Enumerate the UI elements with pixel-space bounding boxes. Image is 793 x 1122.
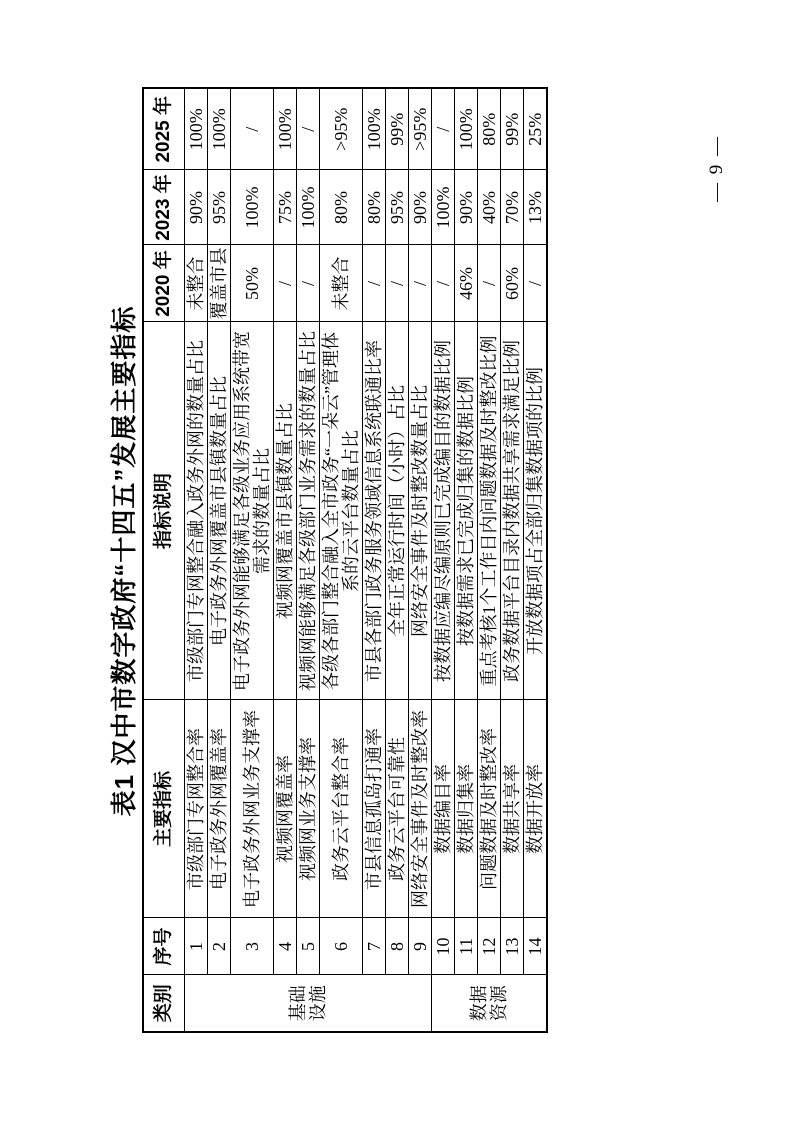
cell-index: 6 — [320, 918, 363, 975]
cell-indicator: 电子政务外网业务支撑率 — [231, 700, 274, 918]
cell-2020-value: / — [432, 245, 455, 322]
cell-index: 4 — [274, 918, 297, 975]
indicators-table — [142, 87, 548, 1033]
cell-2020-value: / — [274, 245, 297, 322]
header-year-2020: 2020 年 — [143, 245, 185, 322]
cell-index: 3 — [231, 918, 274, 975]
cell-2025-value: 99% — [501, 88, 524, 170]
cell-index: 2 — [208, 918, 231, 975]
cell-2020-value: / — [478, 245, 501, 322]
header-year-2025: 2025 年 — [143, 88, 185, 170]
cell-indicator: 数据开放率 — [524, 700, 548, 918]
cell-2025-value: / — [432, 88, 455, 170]
cell-index: 5 — [297, 918, 320, 975]
cell-2025-value: 99% — [386, 88, 409, 170]
table-row — [363, 88, 386, 1032]
cell-2020-value: 未整合 — [185, 245, 208, 322]
header-index: 序号 — [143, 918, 185, 975]
cell-description: 市级部门专网整合融入政务外网的数量占比 — [185, 322, 208, 700]
cell-index: 10 — [432, 918, 455, 975]
cell-2025-value: 100% — [274, 88, 297, 170]
table-row — [524, 88, 548, 1032]
header-description: 指标说明 — [143, 322, 185, 700]
cell-index: 8 — [386, 918, 409, 975]
cell-indicator: 数据归集率 — [455, 700, 478, 918]
cell-description: 政务数据平台目录内数据共享需求满足比例 — [501, 322, 524, 700]
table-header — [143, 88, 185, 1032]
cell-2020-value: 60% — [501, 245, 524, 322]
cell-index: 13 — [501, 918, 524, 975]
cell-2025-value: / — [231, 88, 274, 170]
cell-category-group: 数据资源 — [432, 975, 548, 1032]
cell-description: 按数据应编尽编原则已完成编目的数据比例 — [432, 322, 455, 700]
cell-2020-value: 50% — [231, 245, 274, 322]
table-row — [185, 88, 208, 1032]
cell-2023-value: 95% — [208, 170, 231, 245]
cell-indicator: 数据共享率 — [501, 700, 524, 918]
cell-2025-value: 100% — [185, 88, 208, 170]
cell-description: 视频网能够满足各级部门业务需求的数量占比 — [297, 322, 320, 700]
cell-2025-value: >95% — [409, 88, 432, 170]
cell-2025-value: >95% — [320, 88, 363, 170]
table-row — [320, 88, 363, 1032]
cell-2023-value: 100% — [432, 170, 455, 245]
cell-indicator: 数据编目率 — [432, 700, 455, 918]
table-row — [386, 88, 409, 1032]
cell-2020-value: / — [297, 245, 320, 322]
table-row — [297, 88, 320, 1032]
cell-description: 电子政务外网能够满足各级业务应用系统带宽需求的数量占比 — [231, 322, 274, 700]
table-row — [409, 88, 432, 1032]
cell-description: 开放数据项占全部归集数据项的比例 — [524, 322, 548, 700]
table-row — [231, 88, 274, 1032]
cell-indicator: 市级部门专网整合率 — [185, 700, 208, 918]
cell-2020-value: / — [363, 245, 386, 322]
cell-2023-value: 90% — [455, 170, 478, 245]
cell-description: 各级各部门整合融入全市政务“一朵云”管理体系的云平台数量占比 — [320, 322, 363, 700]
cell-2025-value: 100% — [208, 88, 231, 170]
cell-2023-value: 100% — [297, 170, 320, 245]
cell-category-group: 基础设施 — [185, 975, 432, 1032]
cell-index: 7 — [363, 918, 386, 975]
table-title: 表1 汉中市数字政府“十四五”发展主要指标 — [109, 305, 139, 817]
cell-2025-value: 100% — [455, 88, 478, 170]
cell-2025-value: 80% — [478, 88, 501, 170]
cell-description: 视频网覆盖市县镇数量占比 — [274, 322, 297, 700]
cell-2023-value: 75% — [274, 170, 297, 245]
table-row — [208, 88, 231, 1032]
cell-2025-value: / — [297, 88, 320, 170]
cell-2020-value: 未整合 — [320, 245, 363, 322]
cell-indicator: 市县信息孤岛打通率 — [363, 700, 386, 918]
cell-2023-value: 80% — [320, 170, 363, 245]
cell-description: 按数据需求已完成归集的数据比例 — [455, 322, 478, 700]
table-row — [478, 88, 501, 1032]
cell-2023-value: 80% — [363, 170, 386, 245]
cell-2023-value: 100% — [231, 170, 274, 245]
cell-index: 1 — [185, 918, 208, 975]
header-indicator: 主要指标 — [143, 700, 185, 918]
cell-2020-value: 46% — [455, 245, 478, 322]
cell-description: 网络安全事件及时整改数量占比 — [409, 322, 432, 700]
cell-2025-value: 25% — [524, 88, 548, 170]
cell-2023-value: 13% — [524, 170, 548, 245]
cell-2023-value: 70% — [501, 170, 524, 245]
cell-indicator: 视频网覆盖率 — [274, 700, 297, 918]
table-row — [432, 88, 455, 1032]
cell-2020-value: 覆盖市县 — [208, 245, 231, 322]
page-number: — 9 — — [706, 135, 727, 202]
table-row — [501, 88, 524, 1032]
cell-index: 12 — [478, 918, 501, 975]
cell-indicator: 电子政务外网覆盖率 — [208, 700, 231, 918]
cell-2020-value: / — [524, 245, 548, 322]
table-row — [274, 88, 297, 1032]
cell-description: 全年正常运行时间（小时）占比 — [386, 322, 409, 700]
cell-indicator: 政务云平台整合率 — [320, 700, 363, 918]
header-year-2023: 2023 年 — [143, 170, 185, 245]
cell-index: 14 — [524, 918, 548, 975]
cell-2020-value: / — [409, 245, 432, 322]
table-row — [455, 88, 478, 1032]
header-category: 类别 — [143, 975, 185, 1032]
cell-2023-value: 95% — [386, 170, 409, 245]
cell-2023-value: 90% — [185, 170, 208, 245]
cell-description: 电子政务外网覆盖市县镇数量占比 — [208, 322, 231, 700]
table-body — [185, 88, 548, 1032]
cell-2023-value: 90% — [409, 170, 432, 245]
cell-2025-value: 100% — [363, 88, 386, 170]
cell-index: 9 — [409, 918, 432, 975]
cell-description: 市县各部门政务服务领域信息系统联通比率 — [363, 322, 386, 700]
cell-index: 11 — [455, 918, 478, 975]
cell-2020-value: / — [386, 245, 409, 322]
cell-description: 重点考核1个工作日内问题数据及时整改比例 — [478, 322, 501, 700]
cell-indicator: 网络安全事件及时整改率 — [409, 700, 432, 918]
cell-indicator: 政务云平台可靠性 — [386, 700, 409, 918]
cell-indicator: 问题数据及时整改率 — [478, 700, 501, 918]
cell-indicator: 视频网业务支撑率 — [297, 700, 320, 918]
cell-2023-value: 40% — [478, 170, 501, 245]
header-row — [143, 88, 185, 1032]
